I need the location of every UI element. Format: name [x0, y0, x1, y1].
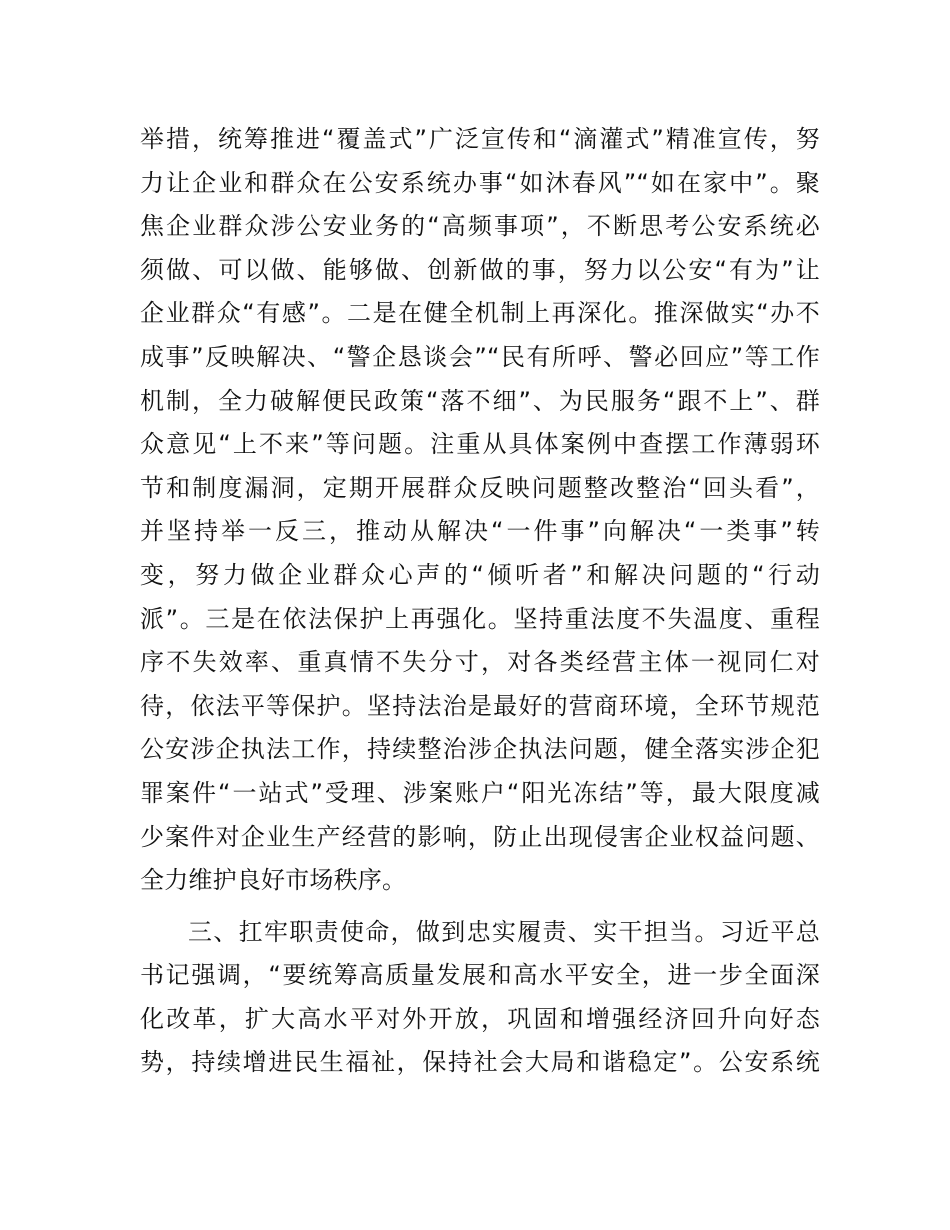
text-line: 焦企业群众涉公安业务的“高频事项”，不断思考公安系统必 — [140, 212, 820, 241]
text-line: 并坚持举一反三，推动从解决“一件事”向解决“一类事”转 — [140, 517, 820, 546]
text-line: 公安涉企执法工作，持续整治涉企执法问题，健全落实涉企犯 — [140, 735, 820, 764]
text-line: 节和制度漏洞，定期开展群众反映问题整改整治“回头看”， — [140, 473, 820, 502]
text-line: 全力维护良好市场秩序。 — [140, 866, 407, 895]
text-line: 众意见“上不来”等问题。注重从具体案例中查摆工作薄弱环 — [140, 430, 820, 459]
text-line: 举措，统筹推进“覆盖式”广泛宣传和“滴灌式”精准宣传，努 — [140, 125, 820, 153]
text-line: 罪案件“一站式”受理、涉案账户“阳光冻结”等，最大限度减 — [140, 778, 820, 807]
text-line: 变，努力做企业群众心声的“倾听者”和解决问题的“行动 — [140, 560, 820, 589]
text-line: 须做、可以做、能够做、创新做的事，努力以公安“有为”让 — [140, 255, 820, 284]
text-line: 待，依法平等保护。坚持法治是最好的营商环境，全环节规范 — [140, 691, 820, 720]
text-line: 少案件对企业生产经营的影响，防止出现侵害企业权益问题、 — [140, 822, 820, 851]
text-line: 三、扛牢职责使命，做到忠实履责、实干担当。习近平总 — [188, 917, 820, 946]
paragraph-2 — [140, 911, 820, 1085]
text-line: 成事”反映解决、“警企恳谈会”“民有所呼、警必回应”等工作 — [140, 342, 820, 371]
text-line: 序不失效率、重真情不失分寸，对各类经营主体一视同仁对 — [140, 648, 820, 677]
text-line: 化改革，扩大高水平对外开放，巩固和增强经济回升向好态 — [140, 1004, 820, 1033]
paragraph-spacer — [140, 903, 820, 911]
text-line: 力让企业和群众在公安系统办事“如沐春风”“如在家中”。聚 — [140, 168, 820, 197]
text-line: 势，持续增进民生福祉，保持社会大局和谐稳定”。公安系统 — [140, 1048, 820, 1077]
text-line: 机制，全力破解便民政策“落不细”、为民服务“跟不上”、群 — [140, 386, 820, 415]
paragraph-1 — [140, 118, 820, 903]
text-line: 书记强调，“要统筹高质量发展和高水平安全，进一步全面深 — [140, 961, 820, 990]
document-body — [140, 118, 820, 1085]
text-line: 派”。三是在依法保护上再强化。坚持重法度不失温度、重程 — [140, 604, 820, 633]
text-line: 企业群众“有感”。二是在健全机制上再深化。推深做实“办不 — [140, 299, 820, 328]
